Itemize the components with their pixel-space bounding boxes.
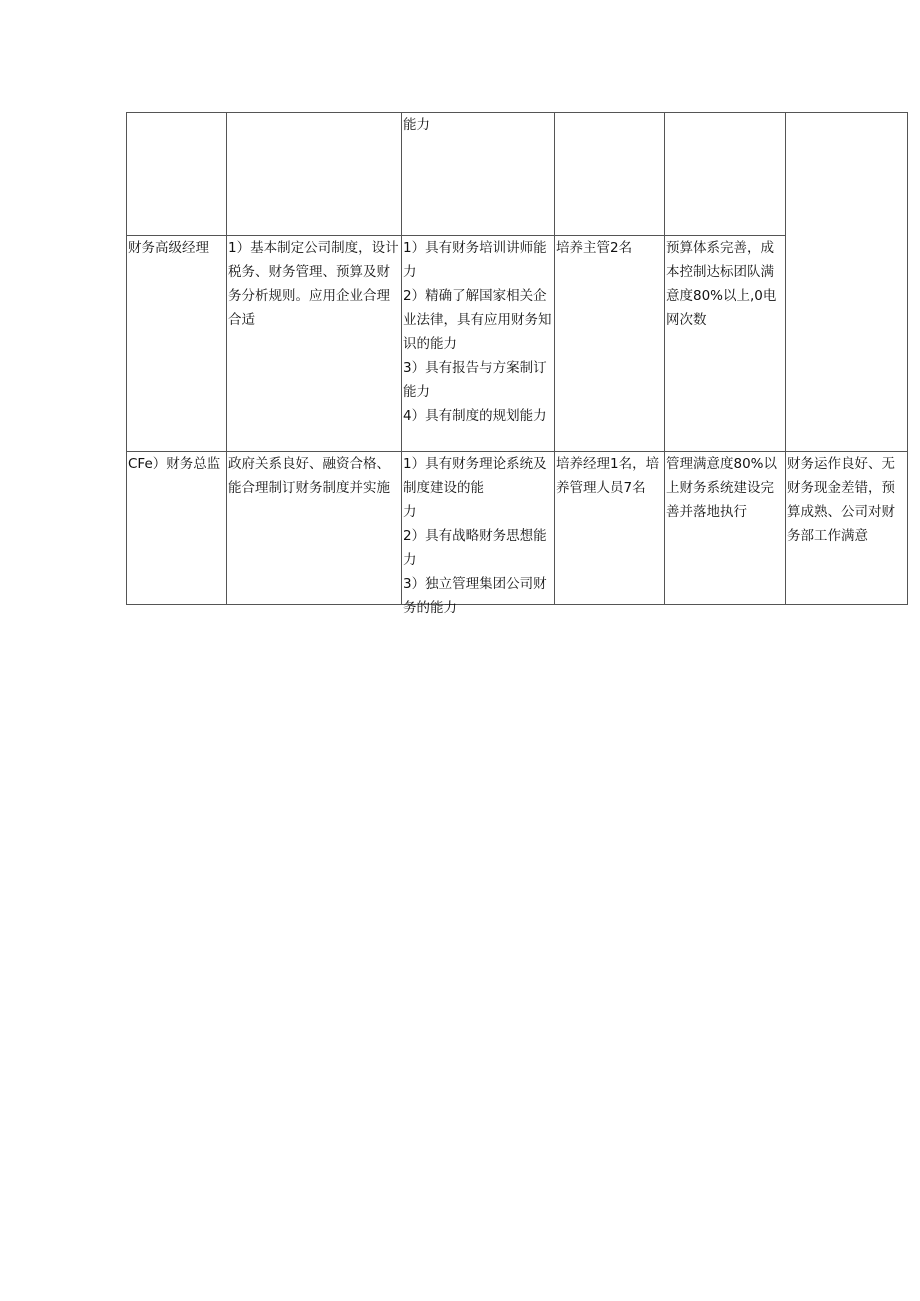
training-cell: 培养主管2名 xyxy=(555,236,665,452)
abilities-cell xyxy=(402,113,555,236)
abilities-cell xyxy=(402,452,555,616)
ability-item: 能力 xyxy=(403,117,430,133)
training-cell: 培养经理1名，培养管理人员7名 xyxy=(555,452,665,605)
standard-cell: 管理满意度80%以上财务系统建设完善并落地执行 xyxy=(665,452,786,605)
standard-cell xyxy=(665,113,786,236)
description-cell xyxy=(227,113,402,236)
abilities-cell xyxy=(402,236,555,452)
ability-item: 1）具有财务培训讲师能力 xyxy=(403,240,547,280)
ability-item: 3）具有报告与方案制订能力 xyxy=(403,360,547,400)
abilities-clip xyxy=(403,452,554,616)
ability-item: 3）独立管理集团公司财务的能力 xyxy=(403,576,547,616)
table-row xyxy=(127,113,908,236)
training-cell xyxy=(555,113,665,236)
finance-positions-table xyxy=(126,112,908,616)
ability-item: 2）具有战略财务思想能力 xyxy=(403,528,547,568)
position-cell: 财务高级经理 xyxy=(127,236,227,452)
ability-item: 2）精确了解国家相关企业法律，具有应用财务知识的能力 xyxy=(403,288,552,352)
description-cell: 1）基本制定公司制度，设计税务、财务管理、预算及财务分析规则。应用企业合理合适 xyxy=(227,236,402,452)
position-cell xyxy=(127,113,227,236)
position-cell: CFe）财务总监 xyxy=(127,452,227,605)
ability-item: 1）具有财务理论系统及制度建设的能 xyxy=(403,456,547,496)
ability-item: 4）具有制度的规划能力 xyxy=(403,408,547,424)
review-cell xyxy=(786,113,908,452)
table-row xyxy=(127,452,908,605)
review-cell: 财务运作良好、无财务现金差错，预算成熟、公司对财务部工作满意 xyxy=(786,452,908,605)
ability-item: 力 xyxy=(403,504,417,520)
description-cell: 政府关系良好、融资合格、能合理制订财务制度并实施 xyxy=(227,452,402,605)
standard-cell: 预算体系完善，成本控制达标团队满意度80%以上,0电网次数 xyxy=(665,236,786,452)
